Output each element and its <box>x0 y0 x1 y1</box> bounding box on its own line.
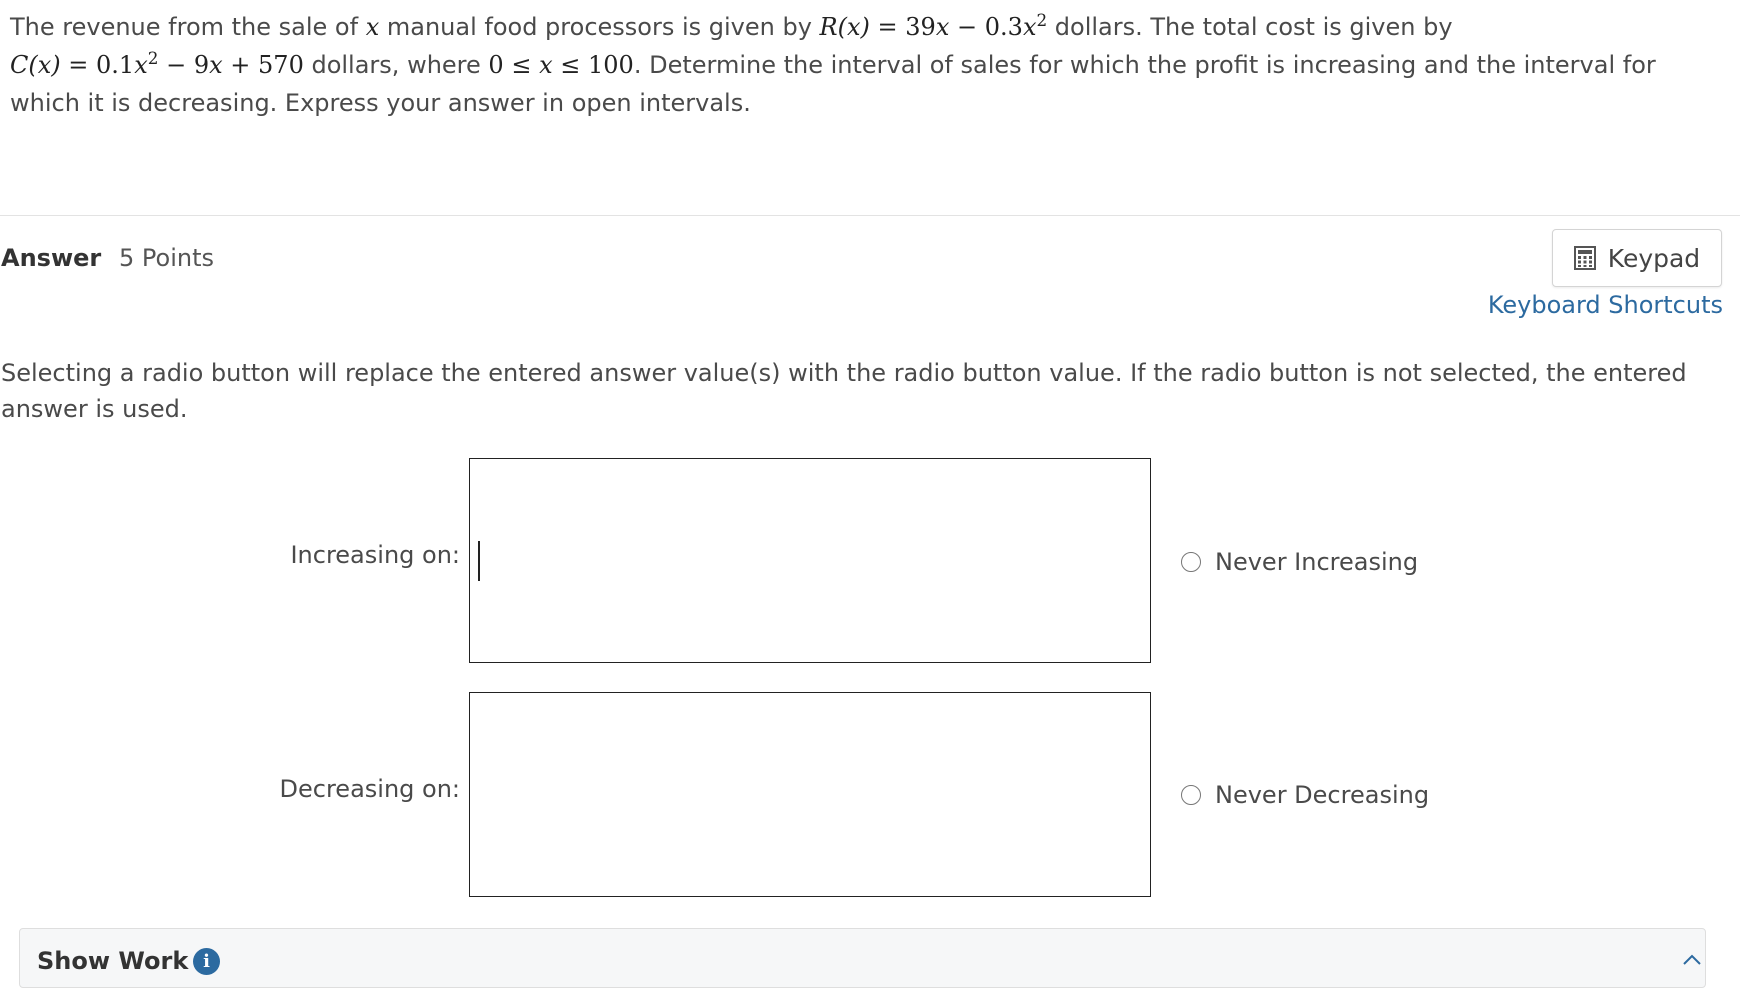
never-increasing-option[interactable] <box>1181 548 1418 576</box>
radio-instruction: Selecting a radio button will replace the entered answer value(s) with the radio button value. If the radio button is not selected, the entered answer is used. <box>1 359 1687 423</box>
info-icon[interactable]: i <box>193 948 220 975</box>
calculator-icon <box>1574 246 1596 270</box>
never-increasing-radio[interactable] <box>1181 552 1201 572</box>
keypad-button[interactable] <box>1552 229 1722 287</box>
section-divider <box>0 215 1740 216</box>
question-text: The revenue from the sale of x manual food processors is given by $R(x) = 39x - 0.3x^2$ dollars. The total cost is given by $C(x) = 0.1x^2 - 9x + 570$ dollars, where 0 ≤ x ≤ 100. Determine the interval of sales for which the profit is increasing and the interval for which it is decreasing. Express your answer in open intervals. <box>10 9 1656 117</box>
chevron-up-icon[interactable] <box>1681 949 1703 971</box>
show-work-panel[interactable] <box>19 928 1706 988</box>
never-decreasing-label: Never Decreasing <box>1215 781 1430 809</box>
points-label: 5 Points <box>119 244 214 272</box>
text-cursor <box>478 541 480 581</box>
keypad-label: Keypad <box>1607 243 1701 273</box>
keyboard-shortcuts-link[interactable]: Keyboard Shortcuts <box>1487 291 1723 319</box>
decreasing-label: Decreasing on: <box>279 775 460 803</box>
increasing-input[interactable] <box>469 458 1151 663</box>
revenue-function: R(x) <box>819 13 870 41</box>
show-work-title: Show Work <box>37 947 189 975</box>
cost-function: C(x) <box>10 51 61 79</box>
decreasing-input[interactable] <box>469 692 1151 897</box>
increasing-label: Increasing on: <box>290 541 460 569</box>
never-decreasing-option[interactable] <box>1181 781 1429 809</box>
never-decreasing-radio[interactable] <box>1181 785 1201 805</box>
answer-heading: Answer <box>1 244 102 272</box>
never-increasing-label: Never Increasing <box>1215 548 1419 576</box>
